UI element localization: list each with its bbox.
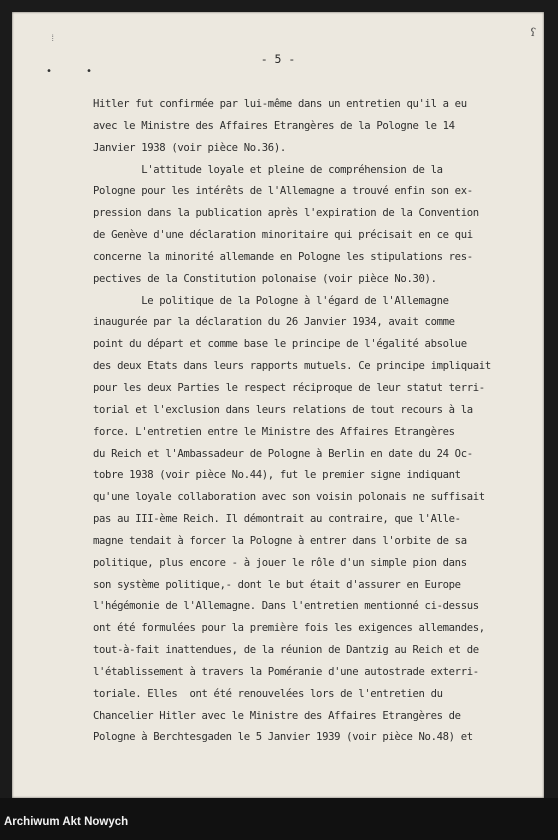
text-line: politique, plus encore - à jouer le rôle d'un simple pion dans	[93, 556, 467, 569]
text-line: pour les deux Parties le respect réciproque de leur statut terri-	[93, 381, 485, 394]
text-line: concerne la minorité allemande en Pologne les stipulations res-	[93, 250, 473, 263]
text-line: qu'une loyale collaboration avec son voisin polonais ne suffisait	[93, 491, 485, 504]
text-line: de Genève d'une déclaration minoritaire qui précisait en ce qui	[93, 229, 473, 242]
page-number: - 5 -	[260, 52, 296, 66]
text-line: force. L'entretien entre le Ministre des Affaires Etrangères	[93, 425, 455, 438]
text-line: du Reich et l'Ambassadeur de Pologne à Berlin en date du 24 Oc-	[93, 447, 473, 460]
archive-footer-bar	[0, 798, 558, 840]
text-line: pas au III-ème Reich. Il démontrait au contraire, que l'Alle-	[93, 513, 461, 526]
text-line: Janvier 1938 (voir pièce No.36).	[93, 141, 286, 154]
text-line: pectives de la Constitution polonaise (voir pièce No.30).	[93, 272, 437, 285]
text-line: Le politique de la Pologne à l'égard de l'Allemagne	[93, 294, 449, 307]
text-line: avec le Ministre des Affaires Etrangères de la Pologne le 14	[93, 119, 455, 132]
typed-text-body	[93, 94, 538, 749]
text-line: pression dans la publication après l'expiration de la Convention	[93, 207, 479, 220]
punch-hole-dots: • •	[46, 66, 107, 77]
text-line: inaugurée par la déclaration du 26 Janvier 1934, avait comme	[93, 316, 455, 329]
text-line: son système politique,- dont le but était d'assurer en Europe	[93, 578, 461, 591]
text-line: point du départ et comme base le principe de l'égalité absolue	[93, 338, 467, 351]
text-line: tobre 1938 (voir pièce No.44), fut le premier signe indiquant	[93, 469, 461, 482]
document-page	[12, 12, 544, 798]
text-line: tout-à-fait inattendues, de la réunion de Dantzig au Reich et de	[93, 644, 479, 657]
text-line: toriale. Elles ont été renouvelées lors de l'entretien du	[93, 687, 443, 700]
text-line: Pologne pour les intérêts de l'Allemagne a trouvé enfin son ex-	[93, 185, 473, 198]
text-line: Pologne à Berchtesgaden le 5 Janvier 1939 (voir pièce No.48) et	[93, 731, 473, 744]
text-line: Hitler fut confirmée par lui-même dans un entretien qu'il a eu	[93, 98, 467, 110]
text-line: magne tendait à forcer la Pologne à entrer dans l'orbite de sa	[93, 534, 467, 547]
text-line: Chancelier Hitler avec le Ministre des Affaires Etrangères de	[93, 709, 461, 722]
text-line: L'attitude loyale et pleine de compréhension de la	[93, 163, 443, 176]
text-line: ont été formulées pour la première fois les exigences allemandes,	[93, 622, 485, 635]
archive-name: Archiwum Akt Nowych	[4, 816, 129, 828]
handwritten-page-mark: ʕ	[529, 25, 537, 40]
margin-mark: ⁞	[50, 34, 56, 44]
text-line: l'hégémonie de l'Allemagne. Dans l'entretien mentionné ci-dessus	[93, 600, 479, 613]
text-line: torial et l'exclusion dans leurs relations de tout recours à la	[93, 403, 473, 416]
text-line: des deux Etats dans leurs rapports mutuels. Ce principe impliquait	[93, 360, 491, 373]
text-line: l'établissement à travers la Poméranie d'une autostrade exterri-	[93, 665, 479, 678]
